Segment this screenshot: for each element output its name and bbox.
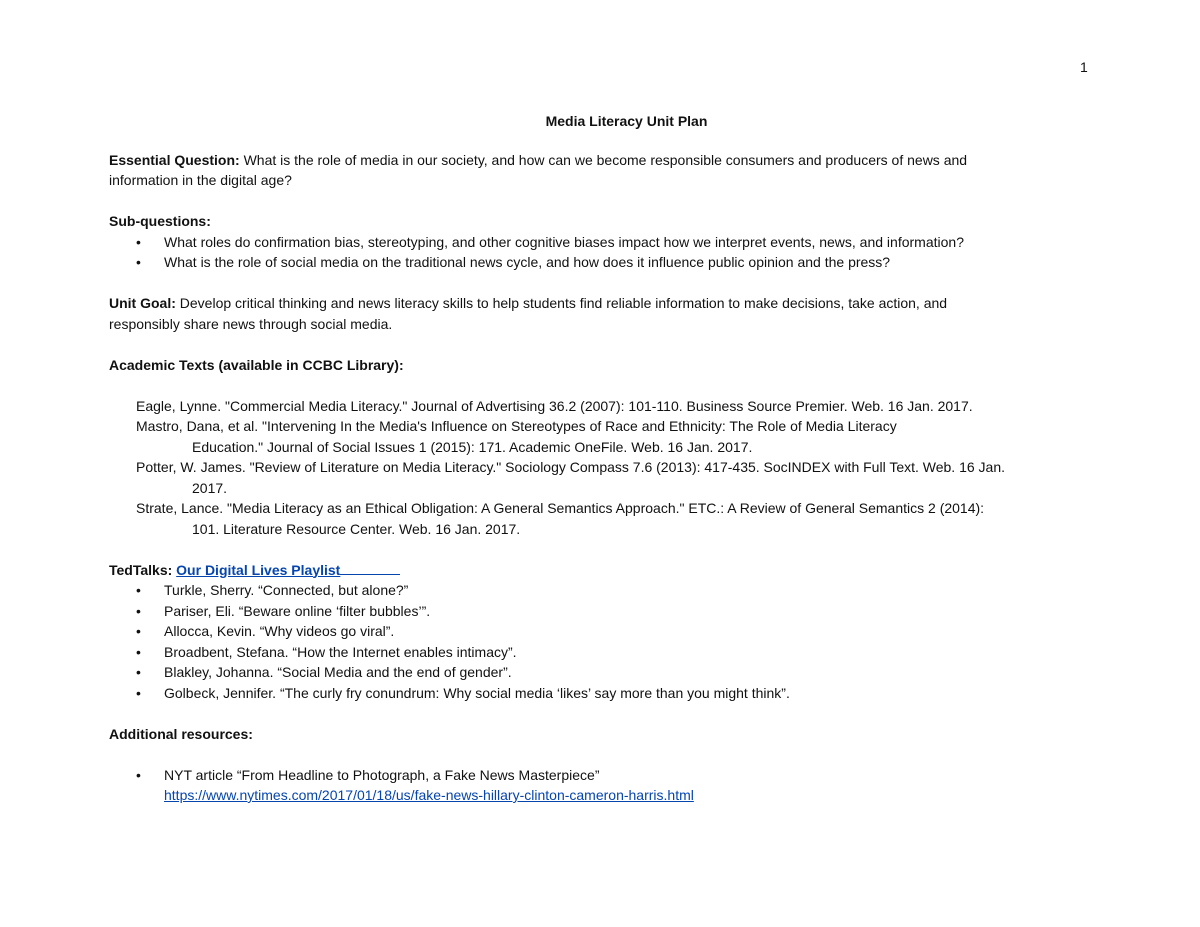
essential-question: [109, 150, 1069, 191]
playlist-link-text[interactable]: Our Digital Lives Playlist: [176, 561, 341, 578]
ted-talk-text: Pariser, Eli. “Beware online ‘filter bubbles’”.: [164, 602, 431, 619]
ted-talk-text: Golbeck, Jennifer. “The curly fry conundrum: Why social media ‘likes’ say more than you might think”.: [164, 684, 790, 701]
essential-question-text-1: What is the role of media in our society, and how can we become responsible consumers and producers of news and: [239, 151, 968, 168]
reference-line: Mastro, Dana, et al. "Intervening In the Media's Influence on Stereotypes of Race and Ethnicity: The Role of Media Literacy: [136, 418, 897, 434]
list-item: [109, 621, 1069, 642]
unit-goal-text-2: responsibly share news through social media.: [109, 315, 393, 332]
sub-question-text: What is the role of social media on the traditional news cycle, and how does it influence public opinion and the press?: [164, 254, 891, 270]
reference-item: [136, 498, 1069, 539]
essential-question-text-2: information in the digital age?: [109, 172, 292, 188]
ted-talks-label: TedTalks:: [109, 561, 177, 578]
academic-texts-label: Academic Texts (available in CCBC Library):: [109, 356, 404, 373]
ted-talk-text: Blakley, Johanna. “Social Media and the end of gender”.: [164, 664, 512, 680]
essential-question-label: Essential Question:: [109, 151, 240, 168]
playlist-link[interactable]: [176, 562, 400, 578]
bullet-icon: •: [136, 766, 141, 783]
academic-texts-heading: [109, 355, 1069, 376]
additional-resources-list: [109, 765, 1069, 806]
reference-list: [109, 396, 1069, 540]
bullet-icon: •: [136, 643, 141, 660]
bullet-icon: •: [136, 664, 141, 680]
sub-questions-list: [109, 232, 1069, 273]
reference-item: [136, 396, 1069, 417]
reference-line: Eagle, Lynne. "Commercial Media Literacy." Journal of Advertising 36.2 (2007): 101-110. Business Source Premier. Web. 16 Jan. 2017.: [136, 397, 973, 414]
ted-talk-text: Broadbent, Stefana. “How the Internet enables intimacy”.: [164, 643, 517, 660]
unit-goal-label: Unit Goal:: [109, 295, 176, 311]
page-number: 1: [1080, 59, 1088, 75]
list-item: [109, 662, 1069, 683]
bullet-icon: •: [136, 684, 141, 701]
reference-continuation: Education." Journal of Social Issues 1 (2015): 171. Academic OneFile. Web. 16 Jan. 2017.: [192, 438, 753, 455]
bullet-icon: •: [136, 233, 141, 250]
list-item: [109, 683, 1069, 704]
additional-resources-label: Additional resources:: [109, 725, 253, 742]
additional-resources-heading: [109, 724, 1069, 745]
reference-item: [136, 416, 1069, 457]
sub-questions-label: Sub-questions:: [109, 213, 211, 229]
reference-continuation: 101. Literature Resource Center. Web. 16 Jan. 2017.: [192, 520, 521, 537]
resource-link[interactable]: https://www.nytimes.com/2017/01/18/us/fake-news-hillary-clinton-cameron-harris.html: [164, 787, 694, 803]
sub-questions-heading: [109, 211, 1069, 232]
page-title: Media Literacy Unit Plan: [545, 113, 708, 129]
bullet-icon: •: [136, 254, 141, 270]
reference-line: Strate, Lance. "Media Literacy as an Ethical Obligation: A General Semantics Approach." ETC.: A Review of General Semantics 2 (2014):: [136, 500, 985, 516]
ted-talks-heading: [109, 560, 1069, 581]
unit-goal-text-1: Develop critical thinking and news literacy skills to help students find reliable information to make decisions, take action, and: [175, 295, 948, 311]
reference-line: Potter, W. James. "Review of Literature on Media Literacy." Sociology Compass 7.6 (2013): 417-435. SocINDEX with Full Text. Web. 16 Jan.: [136, 459, 1006, 475]
reference-continuation: 2017.: [192, 479, 228, 496]
ted-talk-text: Allocca, Kevin. “Why videos go viral”.: [164, 623, 395, 639]
list-item: [109, 580, 1069, 601]
sub-question-text: What roles do confirmation bias, stereotyping, and other cognitive biases impact how we interpret events, news, and information?: [164, 233, 964, 250]
resource-text: NYT article “From Headline to Photograph, a Fake News Masterpiece”: [164, 766, 600, 783]
ted-talks-list: [109, 580, 1069, 703]
ted-talk-text: Turkle, Sherry. “Connected, but alone?”: [164, 582, 409, 598]
list-item: [109, 642, 1069, 663]
unit-goal: [109, 293, 1069, 334]
list-item: [109, 252, 1069, 273]
list-item: [109, 601, 1069, 622]
bullet-icon: •: [136, 582, 141, 598]
bullet-icon: •: [136, 602, 141, 619]
bullet-icon: •: [136, 623, 141, 639]
list-item: [109, 232, 1069, 253]
document-body: [109, 111, 1069, 806]
reference-item: [136, 457, 1069, 498]
list-item: [109, 765, 1069, 806]
